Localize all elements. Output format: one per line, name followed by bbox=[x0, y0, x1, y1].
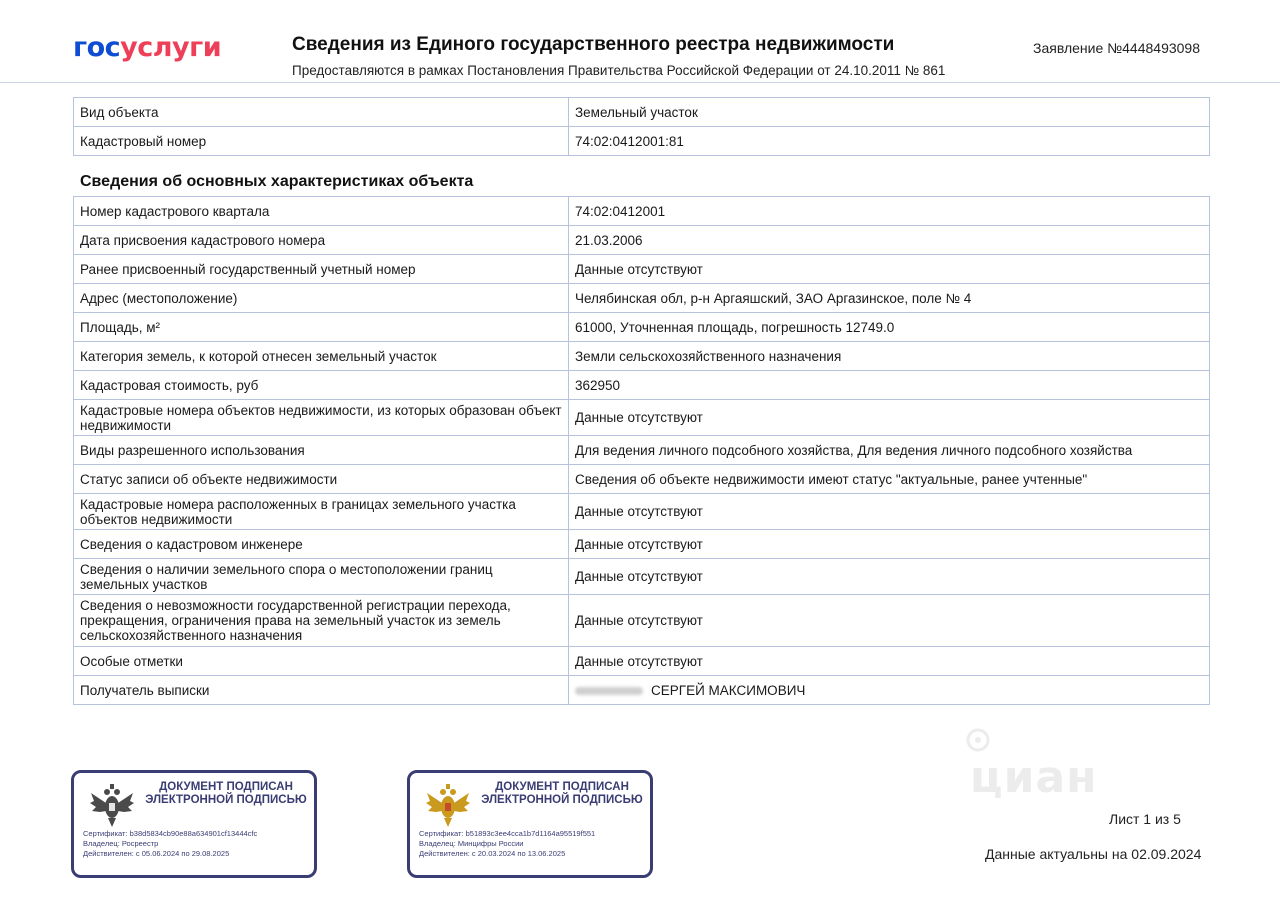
object-table bbox=[73, 97, 1210, 156]
row-value: Данные отсутствуют bbox=[569, 595, 1210, 647]
row-value: Данные отсутствуют bbox=[569, 559, 1210, 595]
table-row bbox=[74, 127, 1210, 156]
stamp-certificate: Сертификат: b38d5834cb90e88a634901cf13444cfc bbox=[83, 829, 258, 838]
stamp-owner: Владелец: Минцифры России bbox=[419, 839, 524, 848]
row-label: Ранее присвоенный государственный учетный номер bbox=[74, 255, 569, 284]
row-value: Данные отсутствуют bbox=[569, 400, 1210, 436]
table-row bbox=[74, 226, 1210, 255]
table-row bbox=[74, 559, 1210, 595]
row-label: Статус записи об объекте недвижимости bbox=[74, 465, 569, 494]
row-value: Земельный участок bbox=[569, 98, 1210, 127]
row-value: 21.03.2006 bbox=[569, 226, 1210, 255]
row-label: Кадастровые номера расположенных в границах земельного участка объектов недвижимости bbox=[74, 494, 569, 530]
table-row bbox=[74, 197, 1210, 226]
stamp-title: ДОКУМЕНТ ПОДПИСАН ЭЛЕКТРОННОЙ ПОДПИСЬЮ bbox=[481, 781, 643, 806]
redacted-surname bbox=[575, 687, 643, 695]
watermark-text: циан bbox=[970, 752, 1098, 803]
table-row bbox=[74, 284, 1210, 313]
row-label: Адрес (местоположение) bbox=[74, 284, 569, 313]
document-title: Сведения из Единого государственного реестра недвижимости bbox=[292, 34, 895, 55]
row-value: Земли сельскохозяйственного назначения bbox=[569, 342, 1210, 371]
table-row bbox=[74, 98, 1210, 127]
row-label: Площадь, м² bbox=[74, 313, 569, 342]
table-row bbox=[74, 494, 1210, 530]
row-label: Особые отметки bbox=[74, 647, 569, 676]
row-value: Данные отсутствуют bbox=[569, 494, 1210, 530]
cian-watermark bbox=[940, 722, 1150, 802]
row-label: Кадастровый номер bbox=[74, 127, 569, 156]
row-value: Сведения об объекте недвижимости имеют статус "актуальные, ранее учтенные" bbox=[569, 465, 1210, 494]
row-value: Данные отсутствуют bbox=[569, 647, 1210, 676]
row-value bbox=[569, 676, 1210, 705]
data-actual-date: Данные актуальны на 02.09.2024 bbox=[985, 846, 1202, 862]
table-row bbox=[74, 342, 1210, 371]
stamp-owner: Владелец: Росреестр bbox=[83, 839, 159, 848]
table-row bbox=[74, 400, 1210, 436]
row-value: Для ведения личного подсобного хозяйства, Для ведения личного подсобного хозяйства bbox=[569, 436, 1210, 465]
page-number: Лист 1 из 5 bbox=[1109, 811, 1181, 827]
row-label: Кадастровая стоимость, руб bbox=[74, 371, 569, 400]
row-value: 74:02:0412001 bbox=[569, 197, 1210, 226]
row-value: Данные отсутствуют bbox=[569, 530, 1210, 559]
table-row bbox=[74, 676, 1210, 705]
application-number: Заявление №4448493098 bbox=[1033, 40, 1201, 56]
header-divider bbox=[0, 82, 1280, 83]
stamp-title: ДОКУМЕНТ ПОДПИСАН ЭЛЕКТРОННОЙ ПОДПИСЬЮ bbox=[145, 781, 307, 806]
stamp-validity: Действителен: с 20.03.2024 по 13.06.2025 bbox=[419, 849, 566, 858]
stamp-validity: Действителен: с 05.06.2024 по 29.08.2025 bbox=[83, 849, 230, 858]
signature-stamp-rosreestr bbox=[71, 770, 317, 878]
row-label: Сведения о кадастровом инженере bbox=[74, 530, 569, 559]
stamp-details bbox=[419, 829, 595, 859]
document-header bbox=[0, 0, 1280, 84]
row-label: Вид объекта bbox=[74, 98, 569, 127]
table-row bbox=[74, 647, 1210, 676]
characteristics-table bbox=[73, 196, 1210, 705]
row-label: Сведения о наличии земельного спора о местоположении границ земельных участков bbox=[74, 559, 569, 595]
table-row bbox=[74, 313, 1210, 342]
table-row bbox=[74, 436, 1210, 465]
stamp-certificate: Сертификат: b51893c3ee4cca1b7d1164a95519f551 bbox=[419, 829, 596, 838]
gosuslugi-logo: госуслуги bbox=[73, 32, 222, 63]
recipient-name: СЕРГЕЙ МАКСИМОВИЧ bbox=[651, 682, 806, 698]
row-value: Челябинская обл, р-н Аргаяшский, ЗАО Аргазинское, поле № 4 bbox=[569, 284, 1210, 313]
table-row bbox=[74, 255, 1210, 284]
row-value: 74:02:0412001:81 bbox=[569, 127, 1210, 156]
row-value: 61000, Уточненная площадь, погрешность 12749.0 bbox=[569, 313, 1210, 342]
row-value: Данные отсутствуют bbox=[569, 255, 1210, 284]
stamp-details bbox=[83, 829, 257, 859]
row-label: Получатель выписки bbox=[74, 676, 569, 705]
table-row bbox=[74, 530, 1210, 559]
row-label: Дата присвоения кадастрового номера bbox=[74, 226, 569, 255]
table-row bbox=[74, 595, 1210, 647]
row-label: Номер кадастрового квартала bbox=[74, 197, 569, 226]
document-subtitle: Предоставляются в рамках Постановления Правительства Российской Федерации от 24.10.2011 № 861 bbox=[292, 63, 946, 78]
table-row bbox=[74, 465, 1210, 494]
row-label: Сведения о невозможности государственной регистрации перехода, прекращения, ограничения права на земельный участок из земель сельскохозяйственного назначения bbox=[74, 595, 569, 647]
section-title: Сведения об основных характеристиках объекта bbox=[80, 173, 474, 190]
row-label: Кадастровые номера объектов недвижимости, из которых образован объект недвижимости bbox=[74, 400, 569, 436]
signature-stamp-mintsifry bbox=[407, 770, 653, 878]
row-label: Категория земель, к которой отнесен земельный участок bbox=[74, 342, 569, 371]
row-label: Виды разрешенного использования bbox=[74, 436, 569, 465]
table-row bbox=[74, 371, 1210, 400]
eagle-emblem-icon bbox=[88, 781, 136, 829]
eagle-emblem-icon bbox=[424, 781, 472, 829]
row-value: 362950 bbox=[569, 371, 1210, 400]
